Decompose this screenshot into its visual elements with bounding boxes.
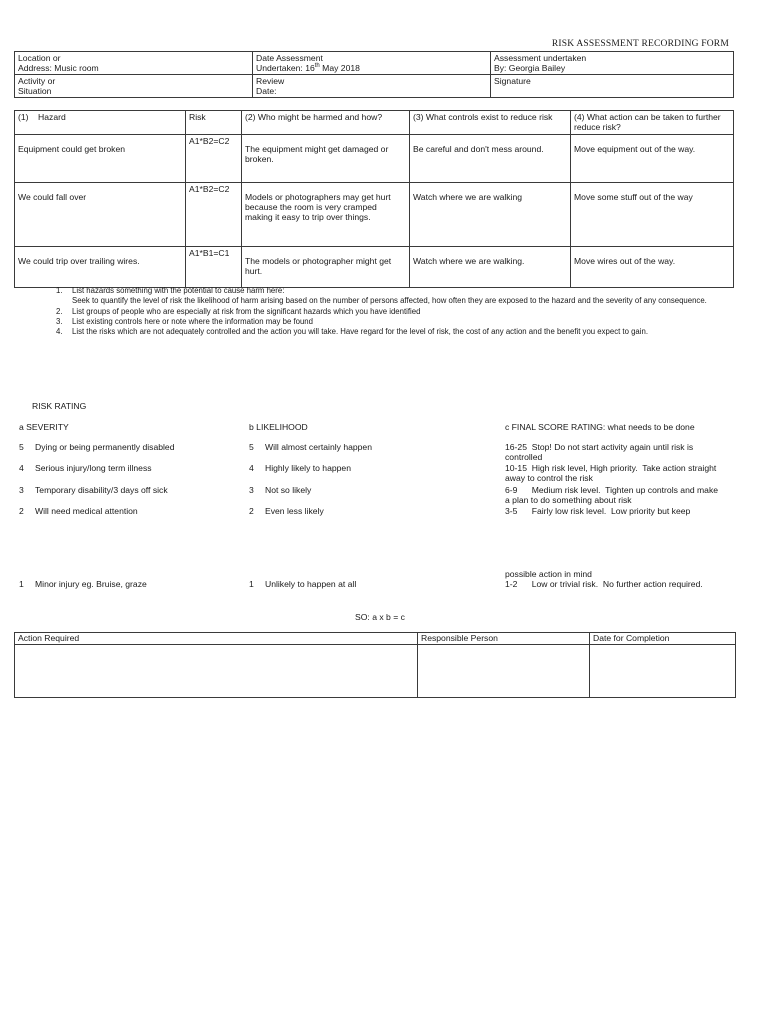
list-item-number: 2. bbox=[56, 306, 63, 316]
final-score-header: c FINAL SCORE RATING: what needs to be done bbox=[505, 422, 695, 432]
list-item bbox=[56, 286, 732, 307]
severity-number: 3 bbox=[19, 485, 24, 495]
who-harmed-cell: The models or photographer might get hurt. bbox=[242, 246, 410, 287]
score-formula: SO: a x b = c bbox=[355, 612, 405, 622]
likelihood-number: 5 bbox=[249, 442, 254, 452]
severity-text: Serious injury/long term illness bbox=[35, 463, 152, 473]
address-value: Address: Music room bbox=[18, 63, 99, 74]
signature-label: Signature bbox=[494, 76, 531, 86]
list-item-number: 4. bbox=[56, 327, 63, 337]
assessor-label: Assessment undertaken bbox=[494, 53, 587, 63]
date-label: Date Assessment bbox=[256, 53, 323, 63]
final-score-item: 10-15 High risk level, High priority. Take action straight away to control the risk bbox=[505, 463, 719, 484]
risk-cell: A1*B2=C2 bbox=[186, 182, 242, 246]
controls-cell: Watch where we are walking bbox=[410, 182, 571, 246]
list-item-number: 3. bbox=[56, 317, 63, 327]
severity-text: Dying or being permanently disabled bbox=[35, 442, 175, 452]
final-score-item: 3-5 Fairly low risk level. Low priority but keep bbox=[505, 506, 691, 516]
hazard-cell: We could fall over bbox=[15, 182, 186, 246]
likelihood-text: Not so likely bbox=[265, 485, 312, 495]
table-row bbox=[15, 134, 734, 182]
severity-number: 2 bbox=[19, 506, 24, 516]
who-harmed-header: (2) Who might be harmed and how? bbox=[242, 111, 410, 135]
list-item-text: List hazards something with the potential to cause harm here: bbox=[72, 286, 285, 295]
table-row bbox=[15, 246, 734, 287]
hazard-cell: Equipment could get broken bbox=[15, 134, 186, 182]
likelihood-item bbox=[249, 506, 489, 516]
likelihood-item bbox=[249, 463, 489, 473]
header-info-table bbox=[14, 51, 734, 98]
final-score-item: 1-2 Low or trivial risk. No further action required. bbox=[505, 579, 703, 589]
further-action-cell: Move wires out of the way. bbox=[571, 246, 734, 287]
signature-cell bbox=[491, 75, 734, 98]
location-cell bbox=[15, 52, 253, 75]
list-item-text: List the risks which are not adequately controlled and the action you will take. Have regard for the level of risk, the cost of any action and the benefit you expect to gain. bbox=[72, 327, 649, 337]
severity-item bbox=[19, 442, 239, 452]
likelihood-item bbox=[249, 485, 489, 495]
likelihood-text: Even less likely bbox=[265, 506, 324, 516]
action-table-header-row bbox=[15, 633, 736, 645]
final-score-item: 6-9 Medium risk level. Tighten up controls and make a plan to do something about risk bbox=[505, 485, 721, 506]
assessor-value: By: Georgia Bailey bbox=[494, 63, 566, 74]
hazard-cell: We could trip over trailing wires. bbox=[15, 246, 186, 287]
severity-number: 5 bbox=[19, 442, 24, 452]
further-action-cell: Move equipment out of the way. bbox=[571, 134, 734, 182]
form-title: RISK ASSESSMENT RECORDING FORM bbox=[551, 39, 729, 49]
date-cell bbox=[253, 52, 491, 75]
risk-cell: A1*B2=C2 bbox=[186, 134, 242, 182]
likelihood-header: b LIKELIHOOD bbox=[249, 422, 308, 432]
likelihood-text: Highly likely to happen bbox=[265, 463, 351, 473]
further-action-header: (4) What action can be taken to further reduce risk? bbox=[571, 111, 734, 135]
list-item-text: List existing controls here or note where the information may be found bbox=[72, 317, 313, 327]
table-row bbox=[15, 645, 736, 698]
date-value: Undertaken: 16th May 2018 bbox=[256, 63, 360, 74]
likelihood-number: 4 bbox=[249, 463, 254, 473]
likelihood-text: Will almost certainly happen bbox=[265, 442, 372, 452]
list-item-subtext: Seek to quantify the level of risk the likelihood of harm arising based on the number of persons affected, how often they are exposed to the hazard and the severity of any consequence. bbox=[72, 296, 707, 306]
activity-label: Activity or bbox=[18, 76, 56, 86]
completion-date-header: Date for Completion bbox=[590, 633, 736, 645]
likelihood-number: 3 bbox=[249, 485, 254, 495]
who-harmed-cell: Models or photographers may get hurt because the room is very cramped making it easy to trip over things. bbox=[242, 182, 410, 246]
responsible-person-header: Responsible Person bbox=[418, 633, 590, 645]
severity-header: a SEVERITY bbox=[19, 422, 69, 432]
review-cell bbox=[253, 75, 491, 98]
list-item bbox=[56, 317, 732, 327]
review-label: Review bbox=[256, 76, 285, 86]
severity-item bbox=[19, 579, 239, 589]
responsible-person-cell[interactable] bbox=[418, 645, 590, 698]
severity-number: 1 bbox=[19, 579, 24, 589]
severity-number: 4 bbox=[19, 463, 24, 473]
controls-header: (3) What controls exist to reduce risk bbox=[410, 111, 571, 135]
hazard-header: (1) Hazard bbox=[15, 111, 186, 135]
likelihood-item bbox=[249, 579, 489, 589]
controls-cell: Watch where we are walking. bbox=[410, 246, 571, 287]
list-item bbox=[56, 307, 732, 317]
likelihood-item bbox=[249, 442, 489, 452]
severity-item bbox=[19, 463, 239, 473]
likelihood-number: 1 bbox=[249, 579, 254, 589]
action-table bbox=[14, 632, 736, 698]
final-score-item: possible action in mind bbox=[505, 569, 592, 579]
controls-cell: Be careful and don't mess around. bbox=[410, 134, 571, 182]
assessor-cell bbox=[491, 52, 734, 75]
list-item-text: List groups of people who are especially at risk from the significant hazards which you have identified bbox=[72, 306, 421, 316]
severity-text: Temporary disability/3 days off sick bbox=[35, 485, 168, 495]
severity-item bbox=[19, 485, 239, 495]
list-item bbox=[56, 327, 732, 337]
action-required-header: Action Required bbox=[15, 633, 418, 645]
situation-label: Situation bbox=[18, 86, 52, 97]
hazard-table bbox=[14, 110, 734, 288]
table-row bbox=[15, 182, 734, 246]
severity-text: Will need medical attention bbox=[35, 506, 138, 516]
list-item-number: 1. bbox=[56, 286, 63, 295]
risk-rating-title: RISK RATING bbox=[32, 401, 87, 411]
further-action-cell: Move some stuff out of the way bbox=[571, 182, 734, 246]
risk-cell: A1*B1=C1 bbox=[186, 246, 242, 287]
action-required-cell[interactable] bbox=[15, 645, 418, 698]
hazard-table-header-row bbox=[15, 111, 734, 135]
completion-date-cell[interactable] bbox=[590, 645, 736, 698]
risk-header: Risk bbox=[186, 111, 242, 135]
activity-cell bbox=[15, 75, 253, 98]
instructions-list bbox=[56, 286, 732, 338]
location-label: Location or bbox=[18, 53, 61, 63]
severity-text: Minor injury eg. Bruise, graze bbox=[35, 579, 147, 589]
who-harmed-cell: The equipment might get damaged or broken. bbox=[242, 134, 410, 182]
review-date-label: Date: bbox=[256, 86, 277, 97]
likelihood-text: Unlikely to happen at all bbox=[265, 579, 357, 589]
severity-item bbox=[19, 506, 239, 516]
final-score-item: 16-25 Stop! Do not start activity again until risk is controlled bbox=[505, 442, 696, 463]
likelihood-number: 2 bbox=[249, 506, 254, 516]
